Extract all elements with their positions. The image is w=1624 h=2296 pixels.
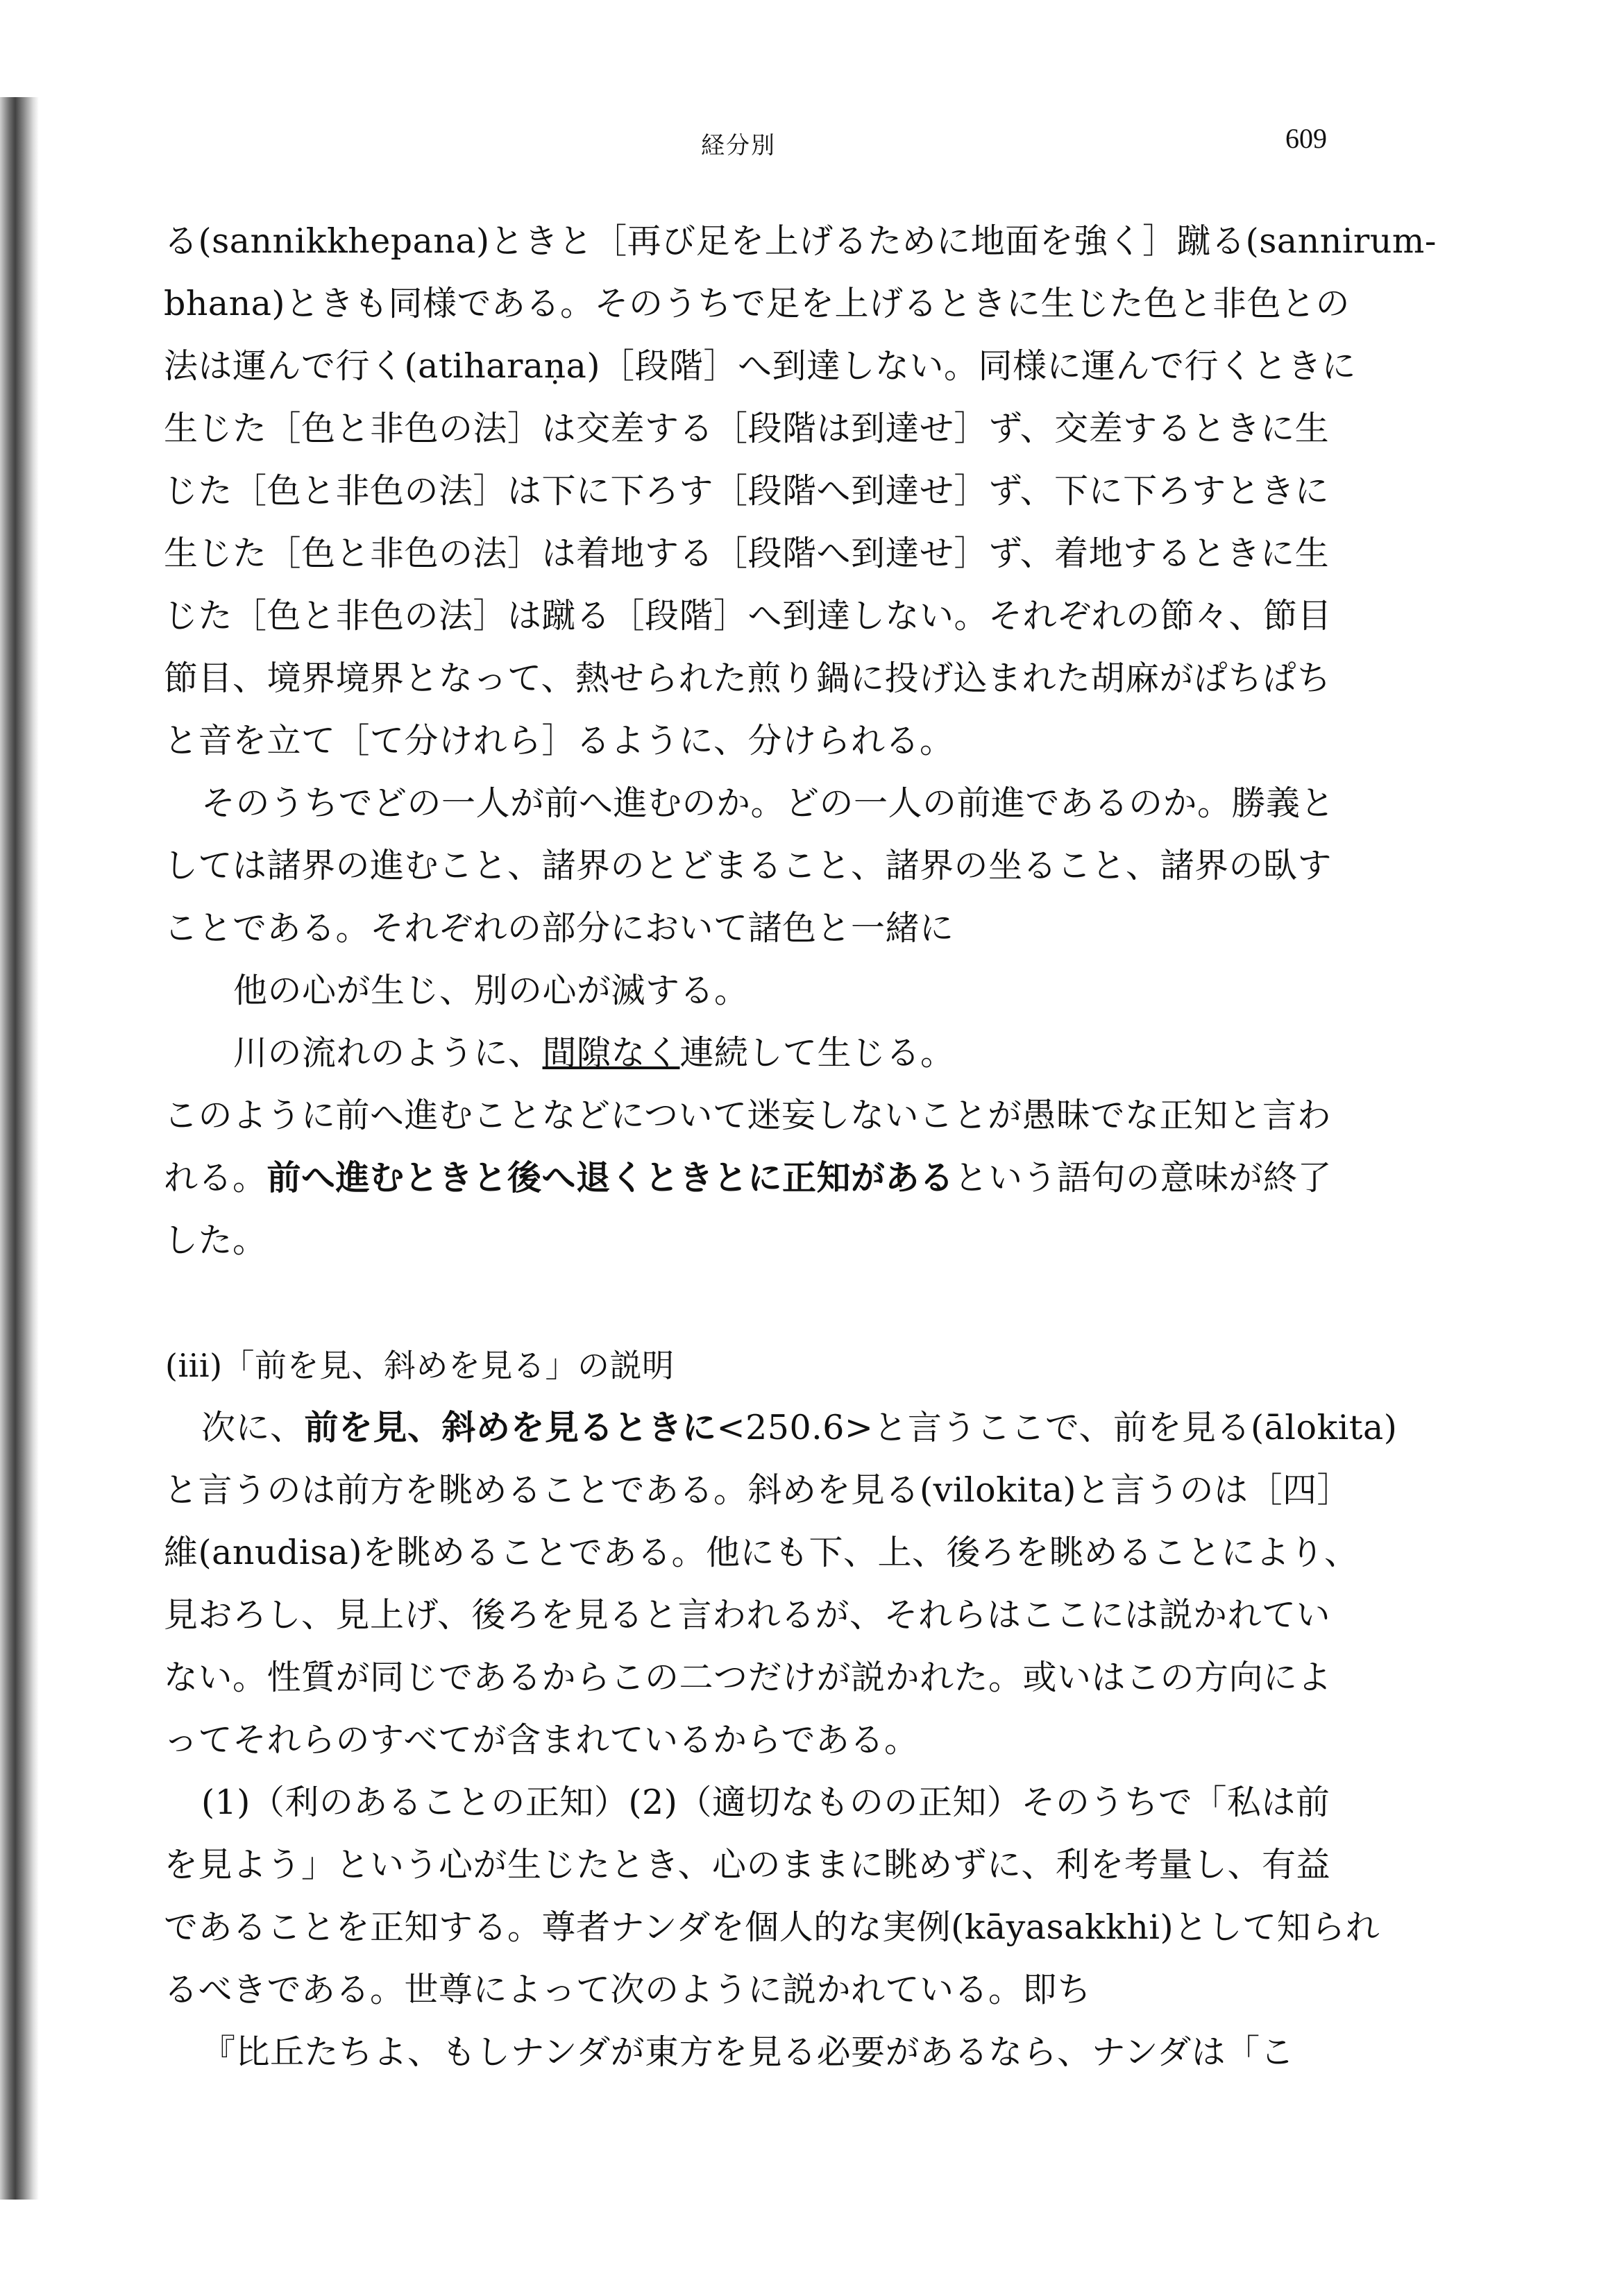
text-line: 生じた［色と非色の法］は着地する［段階へ到達せ］ず、着地するときに生 [164,534,1330,573]
verse-line: 他の心が生じ、別の心が滅する。 [233,971,749,1010]
page-number: 609 [1285,123,1327,154]
text-line: 節目、境界境界となって、熱せられた煎り鍋に投げ込まれた胡麻がぱちぱち [164,658,1332,698]
text-line: と言うのは前方を眺めることである。斜めを見る(vilokita)と言うのは［四］ [164,1470,1352,1510]
running-header: 経分別 [701,132,776,160]
text-line: このように前へ進むことなどについて迷妄しないことが愚昧でな正知と言わ [164,1096,1332,1135]
text-line: るべきである。世尊によって次のように説かれている。即ち [164,1970,1092,2009]
text-line: れる。前へ進むときと後へ退くときとに正知があるという語句の意味が終了 [164,1158,1333,1198]
text-line: であることを正知する。尊者ナンダを個人的な実例(kāyasakkhi)として知られ [164,1907,1380,1947]
text-line: (1)（利のあることの正知）(2)（適切なものの正知）そのうちで「私は前 [201,1783,1330,1822]
verse-line: 川の流れのように、間隙なく連続して生じる。 [233,1033,955,1073]
text-line: bhana)ときも同様である。そのうちで足を上げるときに生じた色と非色との [164,284,1351,323]
bold-phrase: 前を見、斜めを見るときに [304,1408,717,1447]
underlined-term: 間隙なく [542,1033,680,1073]
text-line: と音を立て［て分けれら］るように、分けられる。 [164,721,954,760]
text-line: ない。性質が同じであるからこの二つだけが説かれた。或いはこの方向によ [164,1658,1333,1697]
text-line: 生じた［色と非色の法］は交差する［段階は到達せ］ず、交差するときに生 [164,409,1330,448]
scan-shadow-edge [0,97,39,2200]
bold-phrase: 前へ進むときと後へ退くときとに正知がある [267,1158,954,1198]
text-line: じた［色と非色の法］は下に下ろす［段階へ到達せ］ず、下に下ろすときに [164,471,1330,511]
text-line: 法は運んで行く(atiharaṇa)［段階］へ到達しない。同様に運んで行くときに [164,346,1356,386]
text-line: ことである。それぞれの部分において諸色と一緒に [164,908,954,948]
text-line: を見よう」という心が生じたとき、心のままに眺めずに、利を考量し、有益 [164,1845,1331,1885]
text-line: 見おろし、見上げ、後ろを見ると言われるが、それらはここには説かれてい [164,1595,1331,1635]
text-line: 次に、前を見、斜めを見るときに<250.6>と言うここで、前を見る(ālokita) [201,1408,1398,1447]
text-line: そのうちでどの一人が前へ進むのか。どの一人の前進であるのか。勝義と [201,783,1335,823]
text-line: ってそれらのすべてが含まれているからである。 [164,1720,919,1760]
text-line: した。 [164,1221,267,1260]
text-line: 維(anudisa)を眺めることである。他にも下、上、後ろを眺めることにより、 [164,1533,1359,1572]
text-line: じた［色と非色の法］は蹴る［段階］へ到達しない。それぞれの節々、節目 [164,596,1333,636]
text-line: る(sannikkhepana)ときと［再び足を上げるために地面を強く］蹴る(sannirum- [164,221,1437,261]
section-heading: (iii)「前を見、斜めを見る」の説明 [165,1347,675,1384]
text-line: 『比丘たちよ、もしナンダが東方を見る必要があるなら、ナンダは「こ [201,2032,1295,2072]
text-line: しては諸界の進むこと、諸界のとどまること、諸界の坐ること、諸界の臥す [164,846,1333,885]
